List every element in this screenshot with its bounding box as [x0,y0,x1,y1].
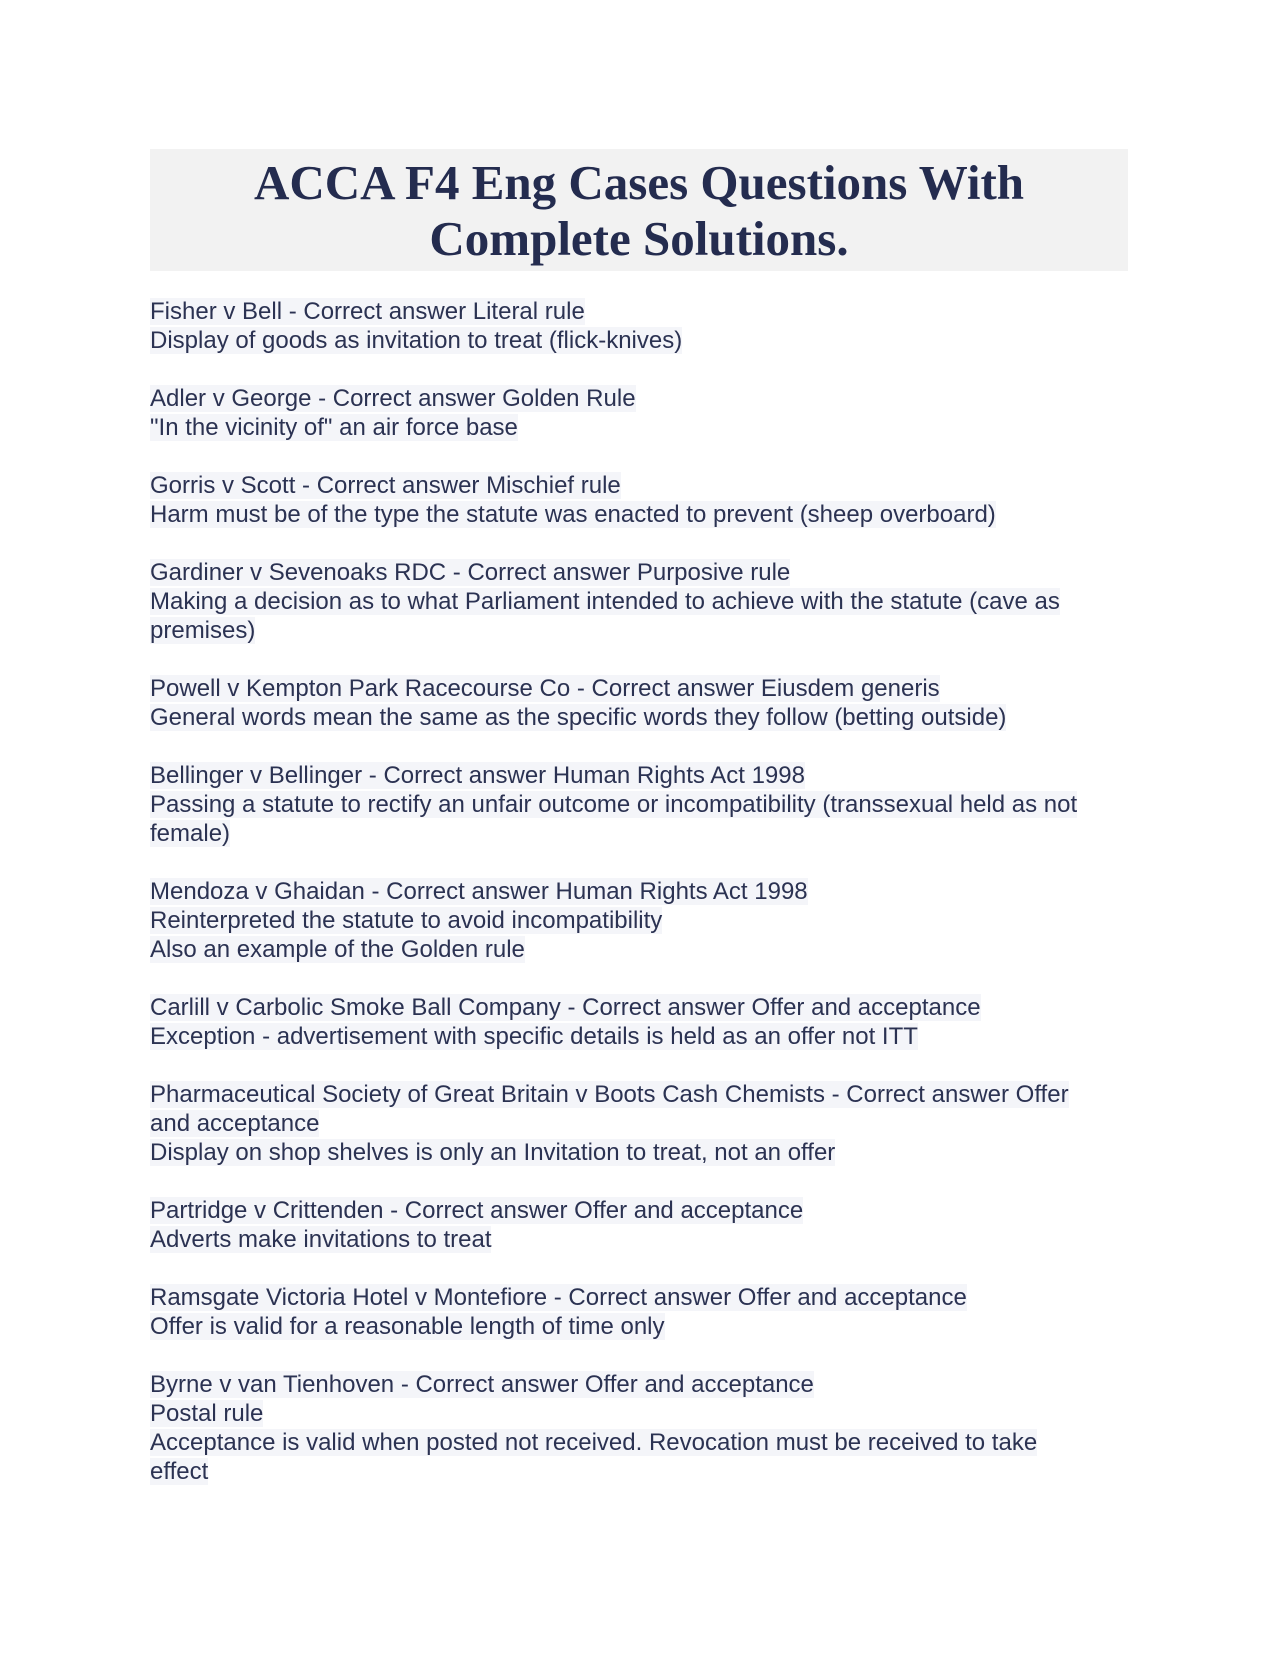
case-heading: and acceptance [150,1110,320,1137]
case-entry [150,761,1128,848]
case-detail: premises) [150,617,256,644]
case-heading: Gardiner v Sevenoaks RDC - Correct answer Purposive rule [150,559,791,586]
case-entry [150,877,1128,964]
case-detail: Making a decision as to what Parliament intended to achieve with the statute (cave as [150,588,1060,615]
case-detail: Postal rule [150,1400,264,1427]
case-detail: Acceptance is valid when posted not received. Revocation must be received to take [150,1429,1038,1456]
case-detail: Display on shop shelves is only an Invitation to treat, not an offer [150,1139,836,1166]
case-detail: Reinterpreted the statute to avoid incompatibility [150,907,663,934]
case-heading: Gorris v Scott - Correct answer Mischief rule [150,472,621,499]
case-detail: Adverts make invitations to treat [150,1226,492,1253]
case-heading: Carlill v Carbolic Smoke Ball Company - Correct answer Offer and acceptance [150,994,981,1021]
case-heading: Mendoza v Ghaidan - Correct answer Human Rights Act 1998 [150,878,808,905]
case-detail: "In the vicinity of" an air force base [150,414,518,441]
case-heading: Partridge v Crittenden - Correct answer Offer and acceptance [150,1197,804,1224]
case-detail: Exception - advertisement with specific details is held as an offer not ITT [150,1023,918,1050]
case-detail: female) [150,820,231,847]
case-detail: Display of goods as invitation to treat (flick-knives) [150,327,683,354]
case-entry [150,471,1128,529]
case-entry [150,297,1128,355]
case-heading: Pharmaceutical Society of Great Britain v Boots Cash Chemists - Correct answer Offer [150,1081,1069,1108]
case-entry [150,384,1128,442]
title-line-1: ACCA F4 Eng Cases Questions With [253,155,1025,210]
case-heading: Bellinger v Bellinger - Correct answer Human Rights Act 1998 [150,762,805,789]
case-heading: Adler v George - Correct answer Golden Rule [150,385,636,412]
case-entry [150,558,1128,645]
case-entry [150,1196,1128,1254]
case-entry [150,674,1128,732]
case-entry [150,1080,1128,1167]
case-heading: Byrne v van Tienhoven - Correct answer Offer and acceptance [150,1371,814,1398]
case-detail: effect [150,1458,209,1485]
case-detail: Passing a statute to rectify an unfair outcome or incompatibility (transsexual held as not [150,791,1078,818]
case-detail: Also an example of the Golden rule [150,936,525,963]
case-entry [150,1283,1128,1341]
document-title [150,149,1128,271]
document-page [150,149,1128,1515]
case-detail: Offer is valid for a reasonable length of time only [150,1313,665,1340]
case-heading: Ramsgate Victoria Hotel v Montefiore - Correct answer Offer and acceptance [150,1284,967,1311]
case-entry [150,1370,1128,1486]
title-line-2: Complete Solutions. [429,211,849,266]
case-heading: Powell v Kempton Park Racecourse Co - Correct answer Eiusdem generis [150,675,940,702]
case-heading: Fisher v Bell - Correct answer Literal rule [150,298,585,325]
case-detail: General words mean the same as the specific words they follow (betting outside) [150,704,1007,731]
case-entry [150,993,1128,1051]
case-detail: Harm must be of the type the statute was enacted to prevent (sheep overboard) [150,501,996,528]
